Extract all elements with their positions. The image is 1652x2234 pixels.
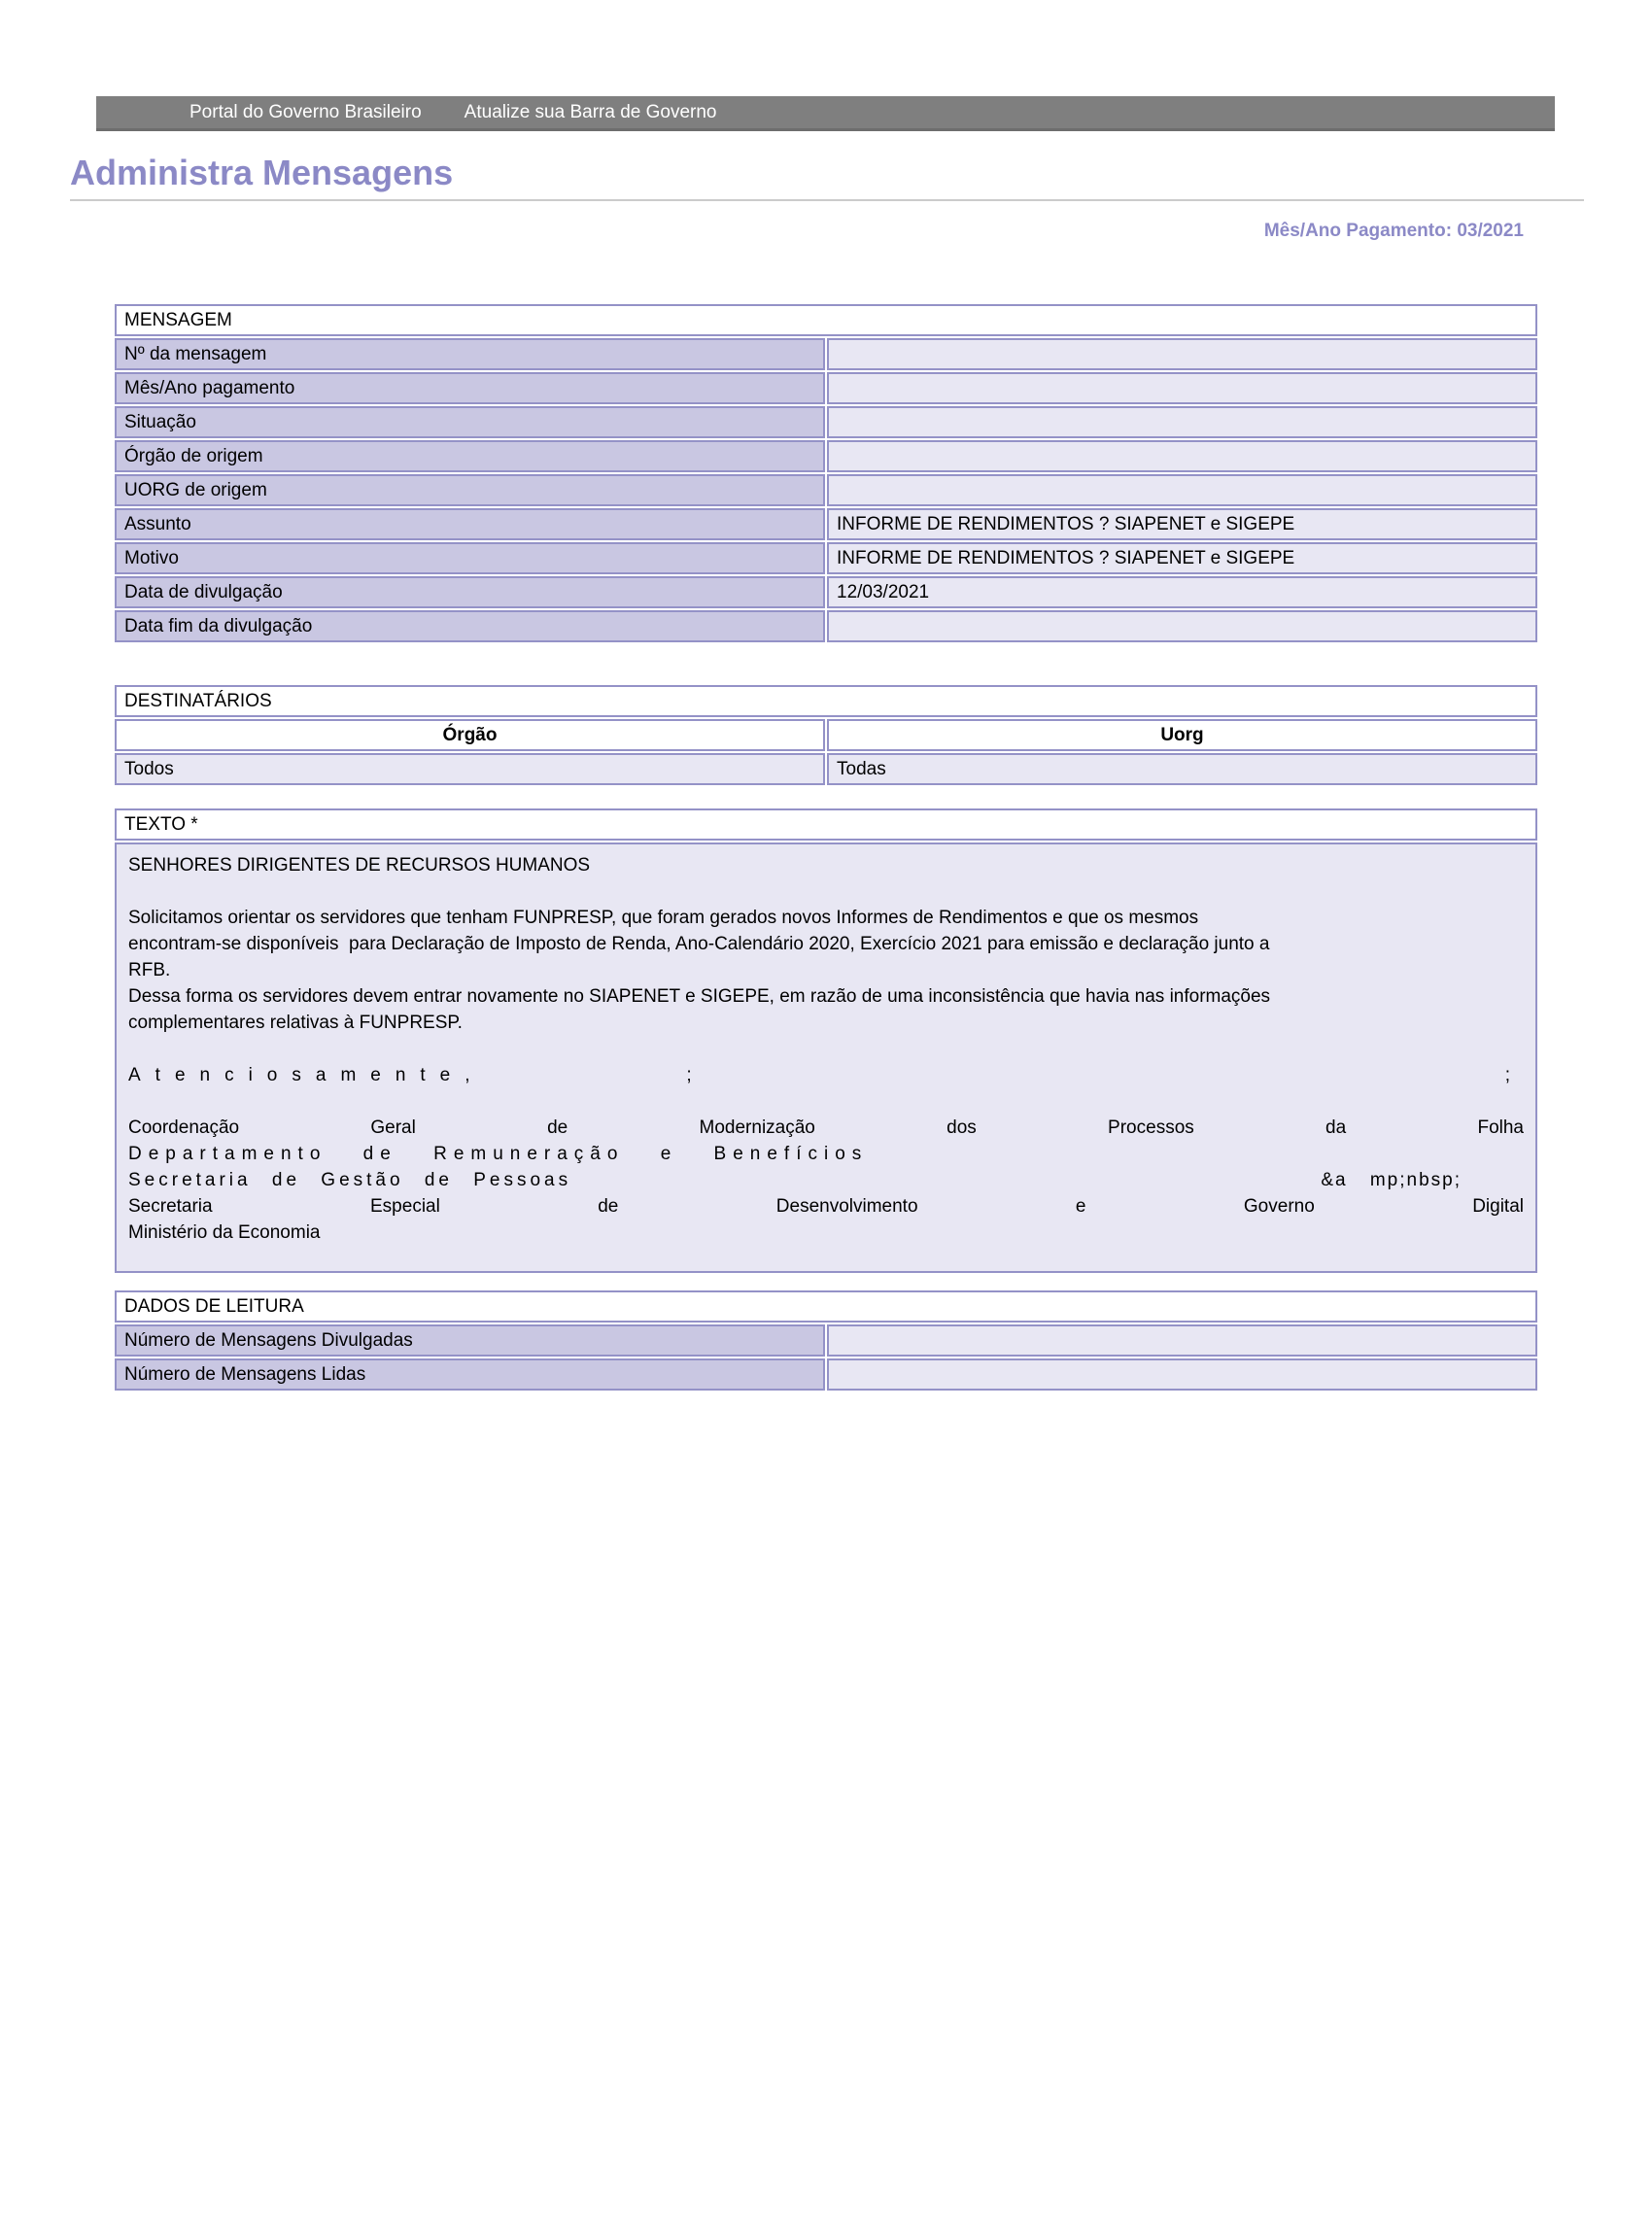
destinatarios-uorg-value: Todas xyxy=(827,753,1537,785)
texto-paragraph-line: encontram-se disponíveis para Declaração de Imposto de Renda, Ano-Calendário 2020, Exercício 2021 para emissão e declaração junto a xyxy=(128,934,1270,954)
texto-paragraph-line: Solicitamos orientar os servidores que tenham FUNPRESP, que foram gerados novos Informes de Rendimentos e que os mesmos xyxy=(128,908,1199,928)
field-value-data-divulgacao: 12/03/2021 xyxy=(827,576,1537,608)
closing-semicolon: ; xyxy=(1504,1065,1510,1085)
blank-line xyxy=(128,1088,1524,1115)
table-row xyxy=(115,508,1537,540)
dados-section-title: DADOS DE LEITURA xyxy=(115,1290,1537,1323)
page-title: Administra Mensagens xyxy=(70,153,454,192)
texto-greeting: SENHORES DIRIGENTES DE RECURSOS HUMANOS xyxy=(128,855,591,876)
title-divider xyxy=(70,199,1584,201)
texto-paragraph-line: RFB. xyxy=(128,960,171,980)
column-header-uorg: Uorg xyxy=(827,719,1537,751)
field-label-numero-mensagem: Nº da mensagem xyxy=(115,338,825,370)
closing-word: Atenciosamente, xyxy=(128,1065,485,1085)
table-row xyxy=(115,1324,1537,1357)
table-row xyxy=(115,406,1537,438)
field-label-situacao: Situação xyxy=(115,406,825,438)
table-row xyxy=(115,440,1537,472)
texto-body-row xyxy=(115,842,1537,1273)
texto-closing-line xyxy=(128,1062,1524,1088)
field-label-mensagens-divulgadas: Número de Mensagens Divulgadas xyxy=(115,1324,825,1357)
destinatarios-header-row xyxy=(115,685,1537,717)
texto-body xyxy=(115,842,1537,1273)
texto-table xyxy=(113,807,1539,1275)
field-value-numero-mensagem xyxy=(827,338,1537,370)
field-value-assunto: INFORME DE RENDIMENTOS ? SIAPENET e SIGEPE xyxy=(827,508,1537,540)
government-bar xyxy=(96,96,1555,131)
table-row xyxy=(115,1358,1537,1391)
mensagem-header-row xyxy=(115,304,1537,336)
table-row xyxy=(115,338,1537,370)
field-label-mes-ano-pagamento: Mês/Ano pagamento xyxy=(115,372,825,404)
destinatarios-table xyxy=(113,683,1539,787)
main-content xyxy=(113,302,1539,1392)
field-value-mes-ano-pagamento xyxy=(827,372,1537,404)
blank-line xyxy=(128,1036,1524,1062)
table-row xyxy=(115,576,1537,608)
signature-secretaria-text: Secretaria de Gestão de Pessoas xyxy=(128,1170,572,1190)
field-label-data-divulgacao: Data de divulgação xyxy=(115,576,825,608)
field-value-mensagens-divulgadas xyxy=(827,1324,1537,1357)
field-value-data-fim-divulgacao xyxy=(827,610,1537,642)
destinatarios-column-header-row xyxy=(115,719,1537,751)
texto-paragraph-line: Dessa forma os servidores devem entrar novamente no SIAPENET e SIGEPE, em razão de uma inconsistência que havia nas informações xyxy=(128,986,1271,1007)
closing-semicolon: ; xyxy=(686,1065,692,1085)
period-label: Mês/Ano Pagamento: 03/2021 xyxy=(1263,221,1524,241)
field-value-situacao xyxy=(827,406,1537,438)
texto-paragraph-line: complementares relativas à FUNPRESP. xyxy=(128,1013,463,1033)
gov-bar-link-portal[interactable]: Portal do Governo Brasileiro xyxy=(189,101,422,122)
table-row xyxy=(115,372,1537,404)
field-value-uorg-origem xyxy=(827,474,1537,506)
signature-line-ministerio: Ministério da Economia xyxy=(128,1222,321,1243)
signature-line-departamento: Departamento de Remuneração e Benefícios xyxy=(128,1144,869,1164)
table-row xyxy=(115,542,1537,574)
destinatarios-orgao-value: Todos xyxy=(115,753,825,785)
field-label-uorg-origem: UORG de origem xyxy=(115,474,825,506)
field-label-data-fim-divulgacao: Data fim da divulgação xyxy=(115,610,825,642)
table-row xyxy=(115,610,1537,642)
table-row xyxy=(115,474,1537,506)
table-row xyxy=(115,753,1537,785)
signature-entity-artifact: &a mp;nbsp; xyxy=(1321,1170,1462,1190)
texto-header-row xyxy=(115,808,1537,841)
field-label-mensagens-lidas: Número de Mensagens Lidas xyxy=(115,1358,825,1391)
field-value-motivo: INFORME DE RENDIMENTOS ? SIAPENET e SIGEPE xyxy=(827,542,1537,574)
column-header-orgao: Órgão xyxy=(115,719,825,751)
signature-line-secretaria-especial: Secretaria Especial de Desenvolvimento e Governo Digital xyxy=(128,1196,1524,1217)
mensagem-section-title: MENSAGEM xyxy=(115,304,1537,336)
field-value-orgao-origem xyxy=(827,440,1537,472)
field-label-orgao-origem: Órgão de origem xyxy=(115,440,825,472)
field-label-assunto: Assunto xyxy=(115,508,825,540)
gov-bar-link-atualize[interactable]: Atualize sua Barra de Governo xyxy=(464,101,717,122)
field-value-mensagens-lidas xyxy=(827,1358,1537,1391)
dados-leitura-table xyxy=(113,1289,1539,1392)
mensagem-table xyxy=(113,302,1539,644)
field-label-motivo: Motivo xyxy=(115,542,825,574)
dados-header-row xyxy=(115,1290,1537,1323)
signature-line-secretaria-gestao xyxy=(128,1167,1524,1193)
blank-line xyxy=(128,878,1524,905)
destinatarios-section-title: DESTINATÁRIOS xyxy=(115,685,1537,717)
signature-line-coordenacao: Coordenação Geral de Modernização dos Processos da Folha xyxy=(128,1117,1524,1138)
texto-section-title: TEXTO * xyxy=(115,808,1537,841)
